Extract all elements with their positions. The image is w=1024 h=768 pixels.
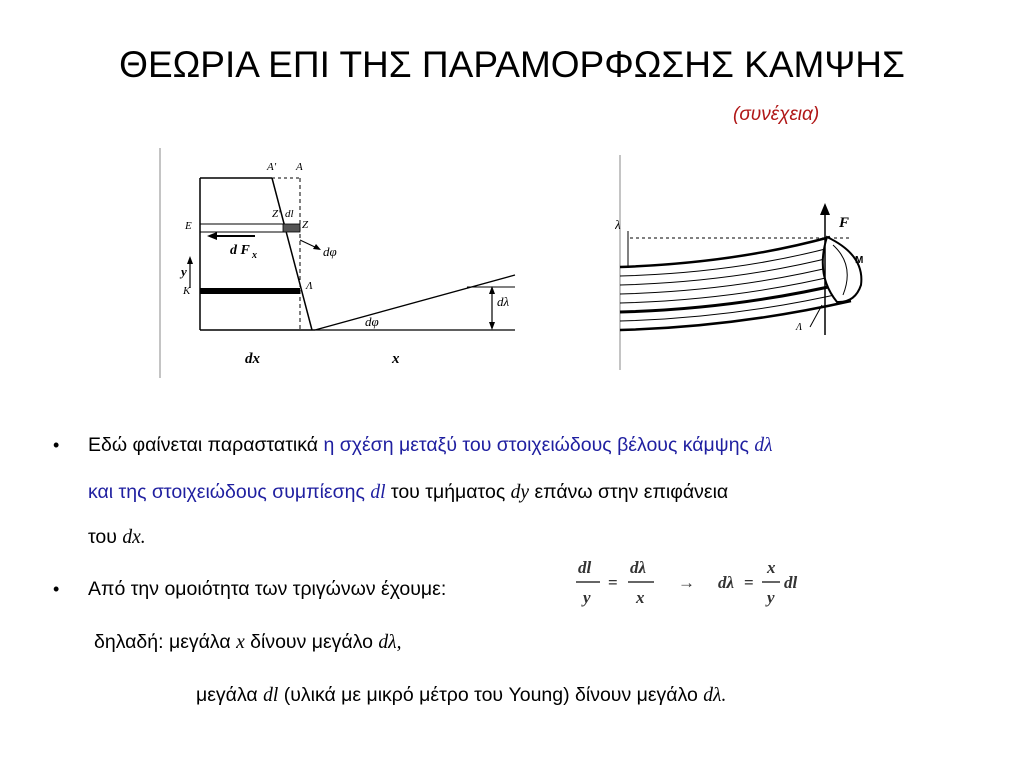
beam-top-edge bbox=[620, 237, 830, 267]
label-lambda-bottom: Λ bbox=[796, 322, 803, 333]
dlambda-arrow-down bbox=[489, 322, 495, 330]
bullet-1-math-dy: dy bbox=[510, 482, 530, 503]
label-lambda-left: λ bbox=[615, 217, 621, 232]
frac2-denominator: x bbox=[636, 588, 645, 607]
triangle-hypotenuse bbox=[315, 275, 515, 330]
bullet-1-text-d: του bbox=[88, 526, 123, 548]
beam-end-cap bbox=[823, 237, 862, 302]
force-arrow-head bbox=[820, 203, 830, 215]
bending-element-diagram bbox=[155, 148, 525, 380]
bullet-marker-1: • bbox=[53, 435, 60, 455]
label-z: Ζ bbox=[302, 219, 309, 231]
label-a: Α bbox=[296, 161, 303, 173]
neutral-axis bbox=[200, 288, 300, 294]
frac3-denominator: y bbox=[767, 588, 775, 607]
conclusion-1-math-x: x bbox=[236, 632, 245, 653]
fiber-5 bbox=[620, 292, 848, 321]
label-m: M bbox=[855, 255, 864, 266]
dphi-arrow-head bbox=[313, 244, 321, 250]
label-dfx: d F bbox=[230, 243, 250, 258]
bent-beam-diagram bbox=[615, 155, 875, 375]
conclusion-1-text-b: δίνουν μεγάλο bbox=[244, 631, 379, 653]
conclusion-line-2 bbox=[196, 682, 726, 709]
label-dphi-top: dφ bbox=[323, 244, 337, 259]
formula-tail: dl bbox=[784, 573, 798, 592]
frac2-numerator: dλ bbox=[630, 558, 647, 577]
label-kappa: Κ bbox=[183, 285, 191, 297]
deformed-edge bbox=[272, 178, 312, 330]
bullet-1-math-dlambda: dλ bbox=[754, 435, 773, 456]
label-lambda: Λ bbox=[306, 280, 313, 292]
bullet-1-line-2 bbox=[88, 479, 728, 506]
label-dl: dl bbox=[285, 208, 294, 220]
conclusion-1-text-a: δηλαδή: μεγάλα bbox=[94, 631, 237, 653]
label-dx: dx bbox=[245, 351, 260, 367]
fiber-2 bbox=[620, 256, 837, 285]
force-arrow-head bbox=[207, 232, 217, 240]
label-a-prime: Α' bbox=[267, 161, 277, 173]
fiber-4 bbox=[620, 274, 843, 303]
bullet-1-line-3 bbox=[88, 524, 146, 551]
neutral-fiber bbox=[620, 283, 846, 312]
label-x: x bbox=[392, 351, 400, 367]
label-dlambda: dλ bbox=[497, 294, 510, 309]
fiber-1 bbox=[620, 247, 833, 276]
y-arrow-head bbox=[187, 256, 193, 264]
bullet-1-blue-b: και της στοιχειώδους συμπίεσης bbox=[88, 481, 371, 503]
conclusion-2-text-b: (υλικά με μικρό μέτρο του Young) δίνουν μεγάλο bbox=[278, 684, 704, 706]
bullet-1-text-c: επάνω στην επιφάνεια bbox=[529, 481, 729, 503]
frac3-numerator: x bbox=[767, 558, 776, 577]
label-dfx-sub: x bbox=[252, 250, 257, 261]
frac1-numerator: dl bbox=[578, 558, 592, 577]
label-y: y bbox=[181, 264, 187, 279]
bullet-2-text: Από την ομοιότητα των τριγώνων έχουμε: bbox=[88, 578, 447, 600]
conclusion-line-1 bbox=[94, 629, 402, 656]
label-epsilon: Ε bbox=[185, 220, 192, 232]
conclusion-1-math-dlambda: dλ, bbox=[378, 632, 402, 653]
label-force: F bbox=[839, 215, 850, 231]
bullet-1-math-dl: dl bbox=[370, 482, 386, 503]
slide-title: ΘΕΩΡΙΑ ΕΠΙ ΤΗΣ ΠΑΡΑΜΟΡΦΩΣΗΣ ΚΑΜΨΗΣ bbox=[119, 44, 905, 85]
conclusion-2-math-dlambda: dλ. bbox=[703, 685, 727, 706]
bullet-1-line-1 bbox=[88, 432, 773, 459]
label-dphi-bottom: dφ bbox=[365, 314, 379, 329]
bullet-1-text-a: Εδώ φαίνεται παραστατικά bbox=[88, 434, 324, 456]
slide-subtitle: (συνέχεια) bbox=[733, 104, 820, 125]
frac1-denominator: y bbox=[583, 588, 591, 607]
equals-1: = bbox=[608, 573, 618, 592]
bullet-1-math-dx: dx. bbox=[122, 527, 146, 548]
dl-hatch bbox=[283, 224, 300, 232]
conclusion-2-math-dl: dl bbox=[263, 685, 279, 706]
fiber-3 bbox=[620, 265, 840, 294]
label-z-prime: Ζ' bbox=[272, 208, 281, 220]
bullet-1-blue-a: η σχέση μεταξύ του στοιχειώδους βέλους κάμψης bbox=[323, 434, 755, 456]
conclusion-2-text-a: μεγάλα bbox=[196, 684, 264, 706]
implies-arrow: → bbox=[678, 573, 695, 592]
bullet-1-text-b: του τμήματος bbox=[385, 481, 511, 503]
formula-lhs: dλ bbox=[718, 573, 735, 592]
equals-2: = bbox=[744, 573, 754, 592]
similarity-formula bbox=[576, 553, 836, 622]
bullet-marker-2: • bbox=[53, 579, 60, 599]
